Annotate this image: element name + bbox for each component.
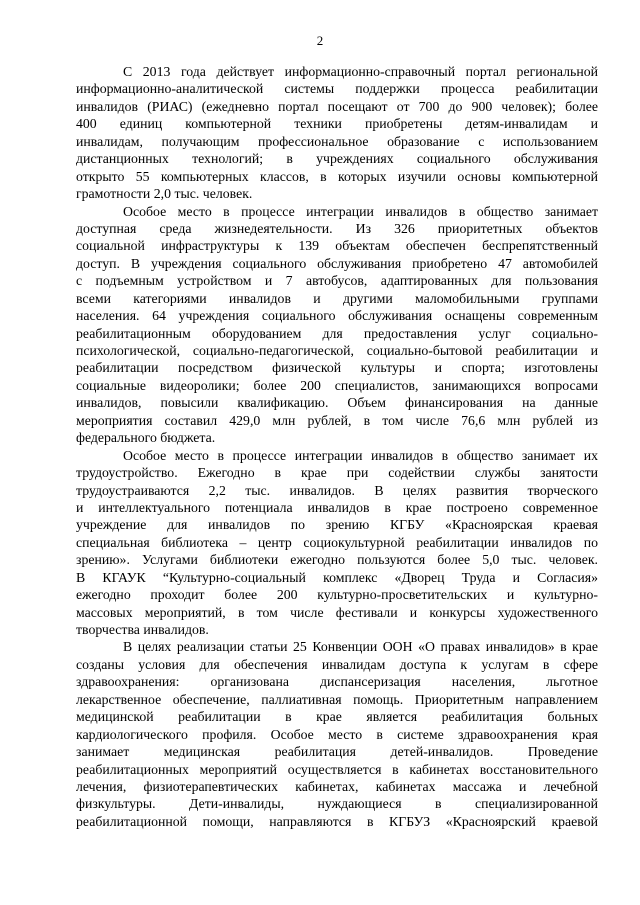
text-line: специальная библиотека – центр социокультурной реабилитации инвалидов по [76,534,598,550]
text-line: лечения, физиотерапевтических кабинетах, кабинетах массажа и лечебной [76,778,598,794]
text-line: инвалидам, получающим профессиональное образование с использованием [76,133,598,149]
text-line: реабилитационным оборудованием для предоставления услуг социально- [76,325,598,341]
text-line: населения. 64 учреждения социального обслуживания оснащены современным [76,308,598,324]
text-line: социальной инфраструктуры к 139 объектам обеспечен беспрепятственный [76,238,598,254]
text-line: 400 единиц компьютерной техники приобретены детям-инвалидам и [76,116,598,132]
paragraph [76,638,598,830]
text-line: реабилитационной помощи, направляются в КГБУЗ «Красноярский краевой [76,813,598,829]
text-line: мероприятия составил 429,0 млн рублей, в том числе 76,6 млн рублей из [76,412,598,428]
text-line: информационно-аналитической системы поддержки процесса реабилитации [76,81,598,97]
text-line: доступная среда жизнедеятельности. Из 326 приоритетных объектов [76,220,598,236]
text-line: С 2013 года действует информационно-справочный портал региональной [123,64,598,79]
text-line: кардиологического профиля. Особое место в системе здравоохранения края [76,726,598,742]
text-line: занимает медицинская реабилитация детей-инвалидов. Проведение [76,744,598,760]
text-line: социальные видеоролики; более 200 специалистов, занимающихся вопросами [76,377,598,393]
text-line: созданы условия для обеспечения инвалидам доступа к услугам в сфере [76,656,598,672]
text-line: с подъемным устройством и 7 автобусов, адаптированных для пользования [76,273,598,289]
text-line: учреждение для инвалидов по зрению КГБУ «Красноярская краевая [76,517,598,533]
text-line: всеми категориями инвалидов и другими маломобильными группами [76,290,598,306]
paragraph [76,447,598,639]
document-body [76,63,598,830]
text-line: трудоустройство. Ежегодно в крае при содействии службы занятости [76,465,598,481]
text-line: федерального бюджета. [76,430,216,446]
paragraph [76,203,598,447]
text-line: физкультуры. Дети-инвалиды, нуждающиеся в специализированной [76,796,598,812]
text-line: реабилитационных мероприятий осуществляется в кабинетах восстановительного [76,761,598,777]
text-line: психологической, социально-педагогической, социально-бытовой реабилитации и [76,343,598,358]
text-line: дистанционных технологий; в учреждениях социального обслуживания [76,151,598,167]
text-line: реабилитации посредством физической культуры и спорта; изготовлены [76,360,598,376]
paragraph [76,63,598,203]
text-line: массовых мероприятий, в том числе фестивали и конкурсы художественного [76,604,598,620]
text-line: медицинской реабилитации в крае является реабилитация больных [76,709,598,725]
text-line: доступ. В учреждения социального обслуживания приобретено 47 автомобилей [76,255,598,271]
text-line: инвалидов, повысили квалификацию. Объем финансирования на данные [76,395,598,411]
text-line: открыто 55 компьютерных классов, в которых изучили основы компьютерной [76,168,598,184]
text-line: грамотности 2,0 тыс. человек. [76,186,253,202]
text-line: и интеллектуального потенциала инвалидов в крае построено современное [76,499,598,515]
text-line: Особое место в процессе интеграции инвалидов в общество занимает [123,203,598,219]
text-line: Особое место в процессе интеграции инвалидов в общество занимает их [123,447,598,463]
text-line: инвалидов (РИАС) (ежедневно портал посещают от 700 до 900 человек); более [76,98,598,114]
text-line: В целях реализации статьи 25 Конвенции ООН «О правах инвалидов» в крае [123,639,598,655]
text-line: ежегодно проходит более 200 культурно-просветительских и культурно- [76,587,598,603]
text-line: творчества инвалидов. [76,622,209,637]
text-line: трудоустраиваются 2,2 тыс. инвалидов. В целях развития творческого [76,482,598,498]
text-line: зрению». Услугами библиотеки ежегодно пользуются более 5,0 тыс. человек. [76,552,598,568]
page-number: 2 [316,33,324,48]
text-line: В КГАУК “Культурно-социальный комплекс «Дворец Труда и Согласия» [76,569,598,585]
text-line: лекарственное обеспечение, паллиативная помощь. Приоритетным направлением [76,691,598,707]
text-line: здравоохранения: организована диспансеризация населения, льготное [76,674,598,690]
